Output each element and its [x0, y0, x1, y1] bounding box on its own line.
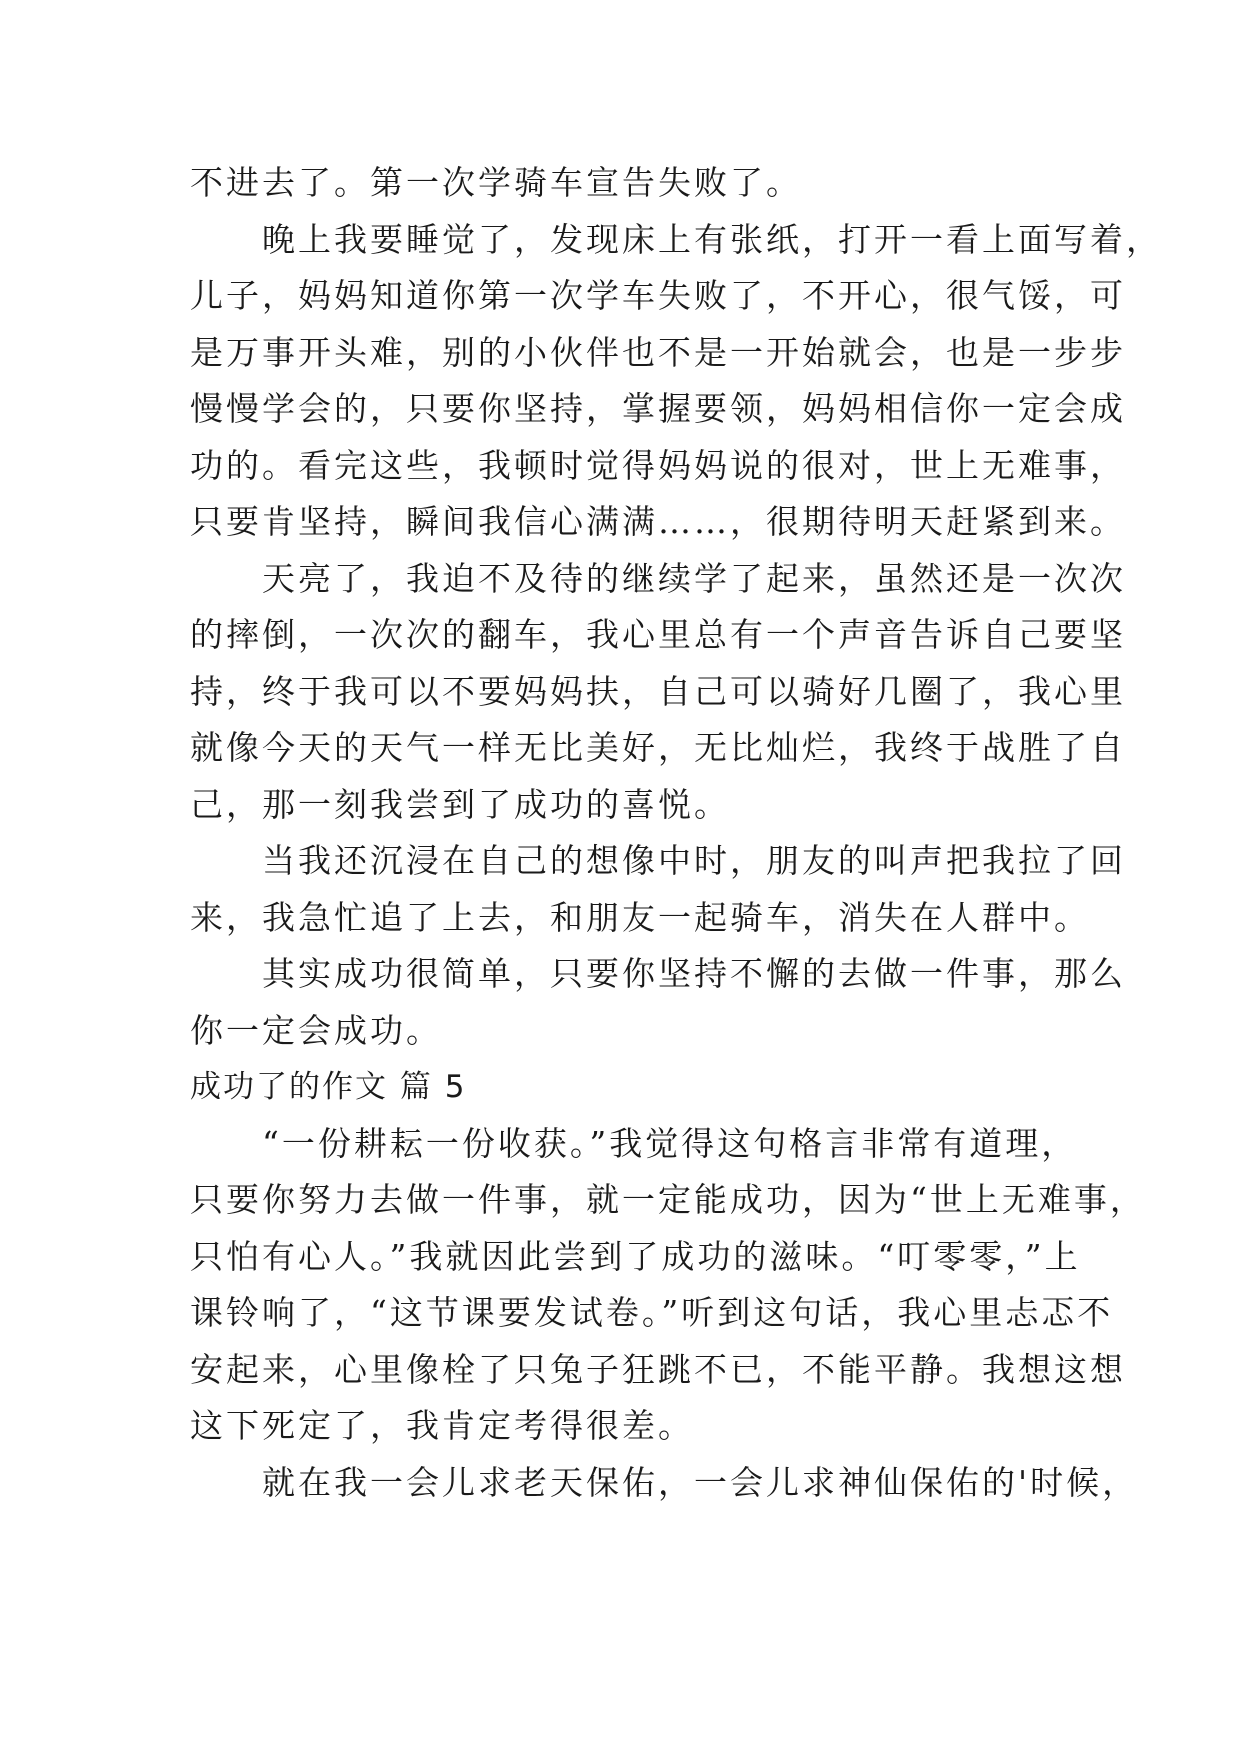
text-line: 就像今天的天气一样无比美好，无比灿烂，我终于战胜了自 [190, 728, 1126, 767]
text-line: 的摔倒，一次次的翻车，我心里总有一个声音告诉自己要坚 [190, 615, 1126, 654]
text-line: 只要你努力去做一件事，就一定能成功，因为“世上无难事， [190, 1180, 1146, 1219]
text-line: 当我还沉浸在自己的想像中时，朋友的叫声把我拉了回 [262, 841, 1126, 880]
text-line: “一份耕耘一份收获。”我觉得这句格言非常有道理， [262, 1123, 1078, 1163]
text-line: 你一定会成功。 [190, 1010, 442, 1050]
document-body [190, 155, 1162, 1511]
text-line: 天亮了，我迫不及待的继续学了起来，虽然还是一次次 [262, 558, 1126, 598]
text-line: 其实成功很简单，只要你坚持不懈的去做一件事，那么 [262, 954, 1126, 993]
text-line: 己，那一刻我尝到了成功的喜悦。 [190, 784, 730, 824]
text-line: 这下死定了，我肯定考得很差。 [190, 1406, 694, 1445]
text-line: 来，我急忙追了上去，和朋友一起骑车，消失在人群中。 [190, 897, 1090, 937]
text-line: 是万事开头难，别的小伙伴也不是一开始就会，也是一步步 [190, 332, 1126, 372]
section-heading: 成功了的作文 篇 5 [190, 1069, 467, 1105]
text-line: 不进去了。第一次学骑车宣告失败了。 [190, 163, 802, 202]
text-line: 功的。看完这些，我顿时觉得妈妈说的很对，世上无难事， [190, 445, 1126, 485]
text-line: 只怕有心人。”我就因此尝到了成功的滋味。“叮零零，”上 [190, 1236, 1081, 1276]
text-line: 只要肯坚持，瞬间我信心满满……，很期待明天赶紧到来。 [190, 502, 1126, 541]
text-line: 课铃响了，“这节课要发试卷。”听到这句话，我心里忐忑不 [190, 1293, 1114, 1332]
text-line: 慢慢学会的，只要你坚持，掌握要领，妈妈相信你一定会成 [190, 389, 1126, 428]
text-line: 儿子，妈妈知道你第一次学车失败了，不开心，很气馁，可 [190, 276, 1126, 315]
text-line: 持，终于我可以不要妈妈扶，自己可以骑好几圈了，我心里 [190, 671, 1126, 711]
text-line: 就在我一会儿求老天保佑，一会儿求神仙保佑的'时候， [262, 1462, 1139, 1502]
text-line: 晚上我要睡觉了，发现床上有张纸，打开一看上面写着， [262, 219, 1162, 259]
text-line: 安起来，心里像栓了只兔子狂跳不已，不能平静。我想这想 [190, 1349, 1126, 1389]
